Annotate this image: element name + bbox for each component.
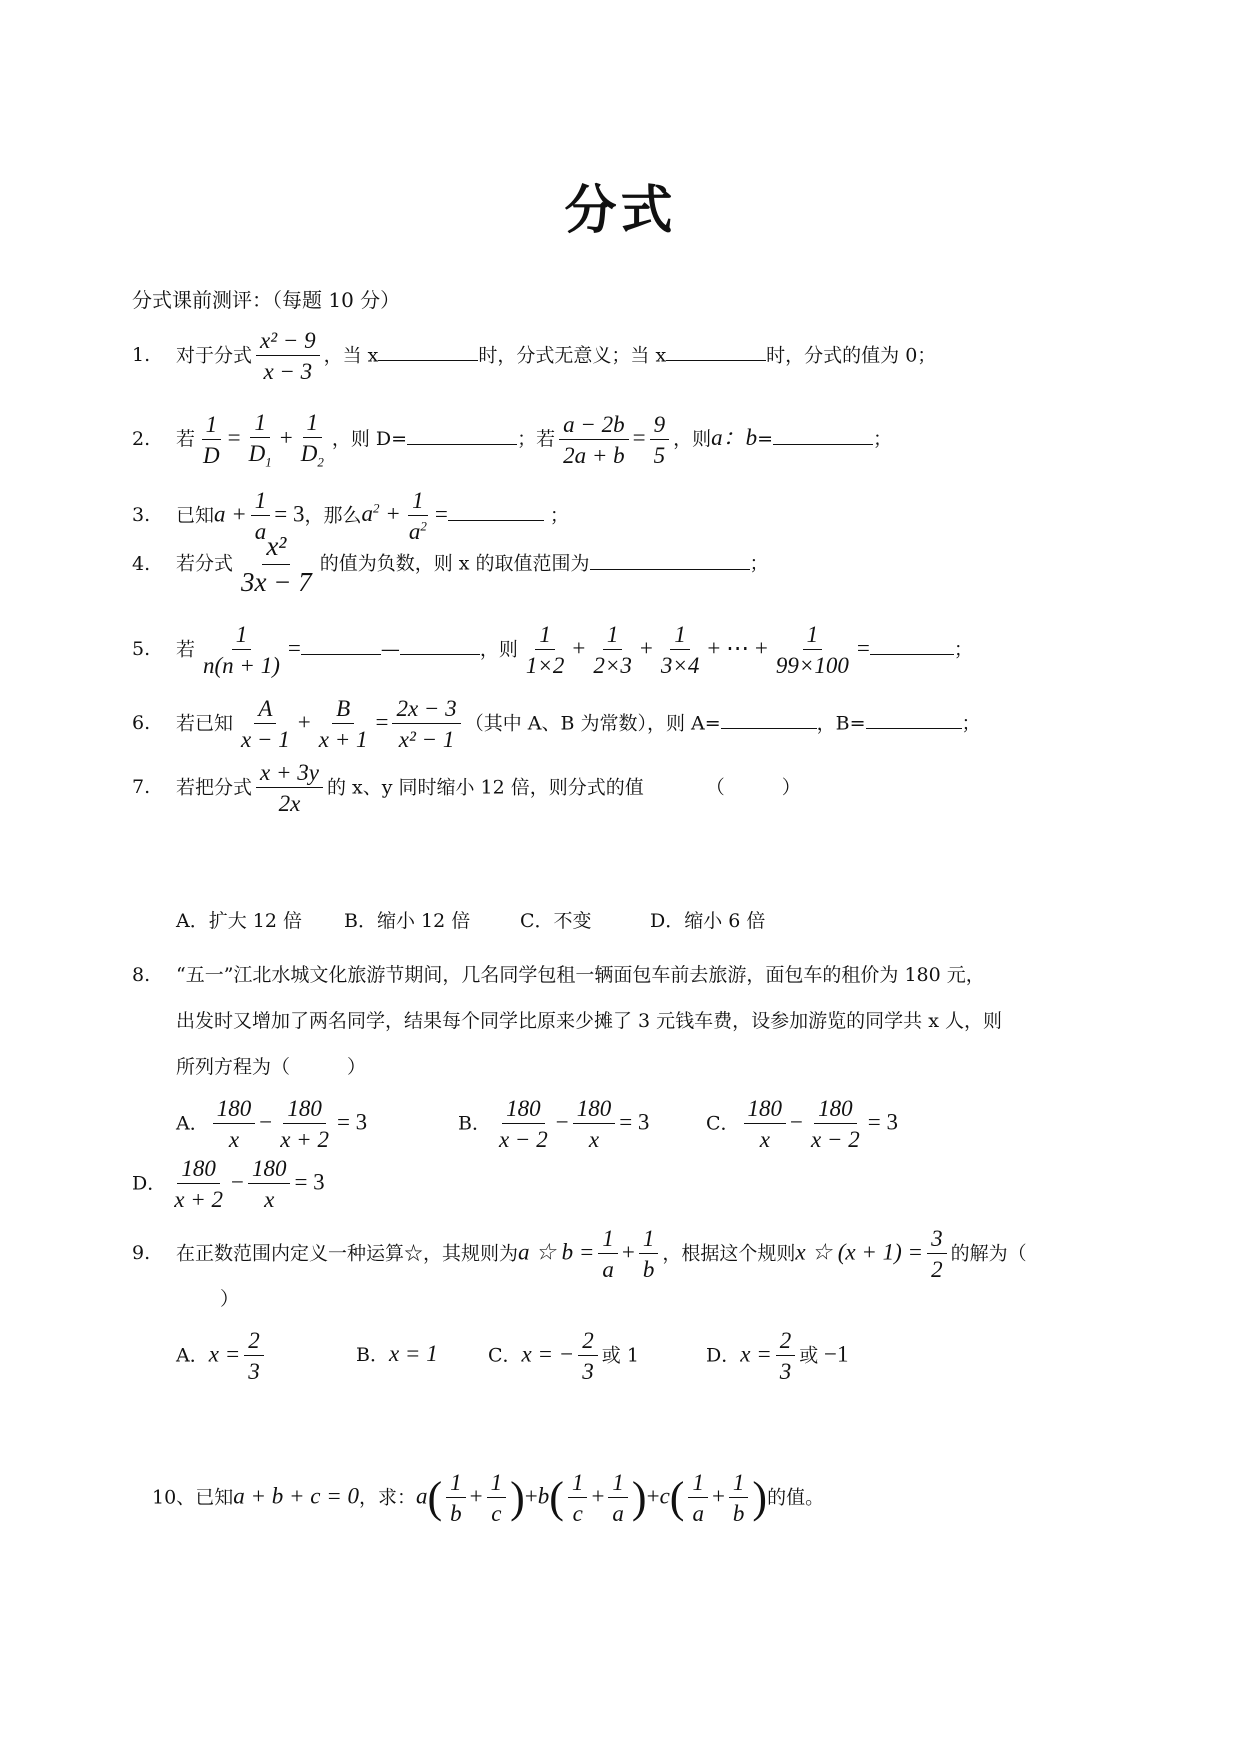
fraction: $\frac{1}{D_2}$	[300, 410, 324, 470]
answer-blank[interactable]	[301, 634, 381, 655]
page-title: 分式	[564, 180, 677, 241]
question-number: 10、	[152, 1486, 196, 1509]
question-8-line-2: 出发时又增加了两名同学，结果每个同学比原来少摊了 3 元钱车费，设参加游览的同学共 x 人，则	[176, 1010, 1002, 1032]
question-number: 7.	[132, 776, 151, 799]
choice-d[interactable]: D．x = $\frac{2}{3}$ 或 −1	[706, 1328, 849, 1385]
intro-text: 分式课前测评：（每题 10 分）	[132, 288, 401, 312]
answer-blank[interactable]	[448, 500, 544, 521]
choice-b[interactable]: B．x = 1	[356, 1341, 438, 1367]
fraction: $\frac{A}{x - 1}$	[241, 696, 290, 753]
question-4: 4. 若分式 $\frac{\text{x²}}{3x - 7}$ 的值为负数，则 x 的取值范围为 ；	[132, 531, 769, 597]
fraction: $\frac{1}{2\times 3}$	[593, 622, 632, 679]
question-2: 2. 若 $\frac{1}{D}$ = $\frac{1}{D_1}$ + $\frac{1}{D_2}$ ，则 D= ；若 $\frac{a - 2b}{2a + b}$ = $\frac{9}{5}$ ，则a：b= ；	[132, 410, 893, 470]
question-7: 7. 若把分式 $\frac{x + 3y}{2x}$ 的 x、y 同时缩小 12 倍，则分式的值 （ ）	[132, 760, 801, 817]
choice-a[interactable]: A．x = $\frac{2}{3}$	[176, 1328, 356, 1385]
choice-b[interactable]: B．缩小 12 倍	[344, 910, 471, 932]
question-number: 6.	[132, 712, 151, 735]
fraction: $\frac{2x - 3}{\text{x² − 1}}$	[392, 696, 460, 753]
choice-b[interactable]: B． $\frac{180}{x - 2}$ − $\frac{180}{x}$ = 3	[458, 1096, 650, 1153]
fraction: $\frac{1}{n(n + 1)}$	[203, 622, 280, 679]
answer-blank[interactable]	[590, 549, 750, 570]
fraction: $\frac{\text{x² − 9}}{x - 3}$	[256, 328, 320, 385]
fraction: $\frac{1}{a^2}$	[408, 488, 427, 545]
question-3: 3. 已知a + $\frac{1}{a}$ = 3，那么$a^2$ + $\frac{1}{a^2}$ = ；	[132, 488, 569, 545]
fraction: $\frac{\text{x²}}{3x - 7}$	[241, 531, 312, 597]
question-8-choices	[176, 1096, 898, 1153]
fraction: $\frac{1}{D}$	[203, 411, 220, 469]
answer-blank[interactable]	[407, 424, 517, 445]
choice-a[interactable]: A．扩大 12 倍	[176, 910, 302, 932]
answer-blank[interactable]	[721, 708, 817, 729]
choice-d[interactable]: D．缩小 6 倍	[650, 910, 766, 932]
fraction: $\frac{1}{99\times 100}$	[775, 622, 849, 679]
question-number: 4.	[132, 552, 151, 575]
question-number: 1.	[132, 344, 151, 367]
fraction: $\frac{1}{1\times 2}$	[525, 622, 565, 679]
answer-blank[interactable]	[870, 634, 954, 655]
answer-blank[interactable]	[866, 708, 962, 729]
fraction: $\frac{1}{3\times 4}$	[660, 622, 700, 679]
choice-c[interactable]: C． $\frac{180}{x}$ − $\frac{180}{x - 2}$ = 3	[706, 1096, 898, 1153]
fraction: $\frac{x + 3y}{2x}$	[256, 760, 323, 817]
question-9-choices	[176, 1328, 848, 1385]
choice-a[interactable]: A． $\frac{180}{x}$ − $\frac{180}{x + 2}$ = 3	[176, 1096, 368, 1153]
fraction: $\frac{a - 2b}{2a + b}$	[559, 412, 629, 469]
question-6: 6. 若已知 $\frac{A}{x - 1}$ + $\frac{B}{x + 1}$ = $\frac{2x - 3}{\text{x² − 1}}$ （其中 A、B 为常数），则 A= ，B= ；	[132, 696, 981, 753]
answer-blank[interactable]	[773, 424, 873, 445]
choice-c[interactable]: C．x = − $\frac{2}{3}$ 或 1	[488, 1328, 639, 1385]
fraction: $\frac{1}{a}$	[251, 488, 271, 545]
question-8: 8. “五一”江北水城文化旅游节期间，几名同学包租一辆面包车前去旅游，面包车的租价为 180 元，	[132, 964, 985, 986]
question-10: 10、已知a + b + c = 0，求：a( $\frac{1}{b}$ + $\frac{1}{c}$ )+b( $\frac{1}{c}$ + $\frac{1}{a}$ )+c( $\frac{1}{a}$ + $\frac{1}{b}$ )的值。	[152, 1470, 825, 1527]
answer-blank[interactable]	[666, 340, 766, 361]
answer-blank[interactable]	[378, 340, 478, 361]
question-7-choices	[176, 906, 765, 933]
question-number: 8.	[132, 964, 151, 986]
question-number: 9.	[132, 1242, 151, 1265]
fraction: $\frac{9}{5}$	[650, 412, 670, 469]
question-8-choice-d[interactable]: D． $\frac{180}{x + 2}$ − $\frac{180}{x}$ = 3	[132, 1156, 325, 1213]
question-number: 3.	[132, 504, 151, 527]
question-1: 1. 对于分式 $\frac{\text{x² − 9}}{x - 3}$ ，当 x 时，分式无意义；当 x 时，分式的值为 0；	[132, 328, 937, 385]
choice-c[interactable]: C．不变	[520, 910, 592, 932]
question-8-line-3: 所列方程为（ ）	[176, 1056, 367, 1078]
fraction: $\frac{1}{D_1}$	[248, 410, 272, 470]
question-9: 9. 在正数范围内定义一种运算☆，其规则为a ☆ b = $\frac{1}{a}$ + $\frac{1}{b}$ ，根据这个规则x ☆ (x + 1) = $\frac{3}{2}$ 的解为（	[132, 1226, 1027, 1283]
question-9-line-2: ）	[220, 1288, 240, 1310]
question-number: 2.	[132, 428, 151, 451]
question-number: 5.	[132, 638, 151, 661]
fraction: $\frac{B}{x + 1}$	[318, 696, 368, 753]
question-5: 5. 若 $\frac{1}{n(n + 1)}$ = — ，则 $\frac{1}{1\times 2}$ + $\frac{1}{2\times 3}$ + $\frac{1}{3\times 4}$ + ⋯ + $\frac{1}{99\times 100}$ = ；	[132, 622, 973, 679]
answer-blank[interactable]	[400, 634, 480, 655]
